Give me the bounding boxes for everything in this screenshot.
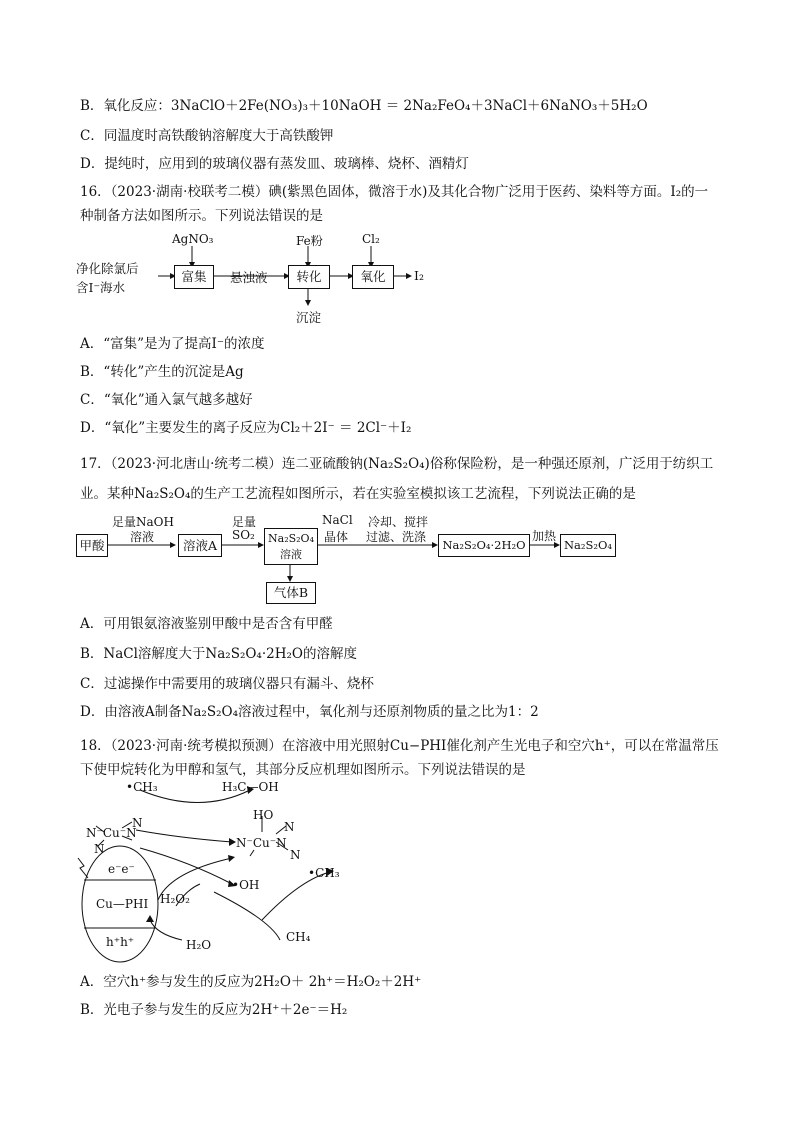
q17-step-filter: 过滤、洗涤 <box>366 530 427 544</box>
q16-precipitate-label: 沉淀 <box>296 310 322 325</box>
q18-option-a: A．空穴h⁺参与发生的反应为2H₂O＋ 2h⁺＝H₂O₂＋2H⁺ <box>80 974 422 990</box>
q18-n-right-top: N <box>284 820 295 834</box>
q16-reagent-agno3: AgNO₃ <box>172 232 214 246</box>
q16-reagent-fe: Fe粉 <box>296 234 323 248</box>
q16-reagent-cl2: Cl₂ <box>362 232 380 246</box>
q15-option-d: D．提纯时，应用到的玻璃仪器有蒸发皿、玻璃棒、烧杯、酒精灯 <box>80 156 469 172</box>
q16-suspension-label: 悬浊液 <box>230 270 268 285</box>
q18-stem-line1: 18．（2023·河南·统考模拟预测）在溶液中用光照射Cu−PHI催化剂产生光电子和空穴h⁺，可以在常温常压 <box>80 738 719 754</box>
q16-option-b: B．“转化”产生的沉淀是Ag <box>80 364 244 380</box>
q16-product-i2: I₂ <box>414 268 424 283</box>
q16-box-convert: 转化 <box>288 265 330 289</box>
q17-box-gas-b: 气体B <box>266 582 316 604</box>
q18-methanol: H₃C—OH <box>222 780 279 794</box>
q16-box-enrich: 富集 <box>174 265 214 289</box>
q15-option-c: C．同温度时高铁酸钠溶解度大于高铁酸钾 <box>80 128 334 144</box>
q16-stem-line2: 种制备方法如图所示。下列说法错误的是 <box>80 208 323 224</box>
q16-option-a: A．“富集”是为了提高I⁻的浓度 <box>80 336 265 352</box>
q18-catalyst-label: Cu—PHI <box>96 897 149 911</box>
q17-option-c: C．过滤操作中需要用的玻璃仪器只有漏斗、烧杯 <box>80 676 374 692</box>
q18-n-left-top: N <box>132 816 143 830</box>
q18-ch3-radical-top: •CH₃ <box>126 780 158 794</box>
q17-stem-line2: 业。某种Na₂S₂O₄的生产工艺流程如图所示，若在实验室模拟该工艺流程，下列说法正确的是 <box>80 486 636 502</box>
q17-reagent-so2: 足量 <box>232 515 257 529</box>
q17-box3-line1: Na₂S₂O₄ <box>268 532 314 545</box>
q16-input-label-2: 含I⁻海水 <box>76 280 126 295</box>
q17-box-hydrate: Na₂S₂O₄·2H₂O <box>438 534 530 557</box>
q16-option-d: D．“氧化”主要发生的离子反应为Cl₂＋2I⁻ ＝ 2Cl⁻＋I₂ <box>80 420 412 436</box>
q18-n-right-bottom: N <box>290 848 301 862</box>
q18-h2o2: H₂O₂ <box>160 892 190 906</box>
q17-reagent-naoh-2: 溶液 <box>130 530 155 544</box>
q17-reagent-so2-2: SO₂ <box>232 528 255 542</box>
q18-holes: h⁺h⁺ <box>106 935 135 949</box>
q16-box-oxidize: 氧化 <box>352 265 394 289</box>
q18-n-left-bottom: N <box>94 842 105 856</box>
q18-hydroxyl-ho: HO <box>253 808 274 822</box>
q17-box-solution-a: 溶液A <box>178 534 222 557</box>
q18-electrons: e⁻e⁻ <box>108 862 135 876</box>
q15-option-b: B．氧化反应：3NaClO＋2Fe(NO₃)₃＋10NaOH ＝ 2Na₂FeO₄＋3NaCl＋6NaNO₃＋5H₂O <box>80 98 648 114</box>
q18-option-b: B．光电子参与发生的反应为2H⁺＋2e⁻＝H₂ <box>80 1002 348 1018</box>
q18-oh-radical: •OH <box>232 878 260 892</box>
q16-option-c: C．“氧化”通入氯气越多越好 <box>80 392 253 408</box>
q17-option-b: B．NaCl溶解度大于Na₂S₂O₄·2H₂O的溶解度 <box>80 646 357 662</box>
q17-stem-line1: 17．（2023·河北唐山·统考二模）连二亚硫酸钠(Na₂S₂O₄)俗称保险粉，是一种强还原剂，广泛用于纺织工 <box>80 456 714 472</box>
q17-box-formic-acid: 甲酸 <box>76 534 108 557</box>
q17-option-d: D．由溶液A制备Na₂S₂O₄溶液过程中，氧化剂与还原剂物质的量之比为1：2 <box>80 704 539 720</box>
q18-methane: CH₄ <box>286 930 311 944</box>
q17-box-product: Na₂S₂O₄ <box>560 534 616 557</box>
q18-cu-complex-right: N⁻Cu⁻N <box>236 836 287 850</box>
q18-cu-complex-left: N⁻Cu⁻N <box>86 826 137 840</box>
q17-step-cool: 冷却、搅拌 <box>368 515 429 529</box>
q17-box3-line2: 溶液 <box>280 548 302 561</box>
q18-stem-line2: 下使甲烷转化为甲醇和氢气，其部分反应机理如图所示。下列说法错误的是 <box>80 762 526 778</box>
q17-reagent-naoh: 足量NaOH <box>112 515 174 529</box>
q17-option-a: A．可用银氨溶液鉴别甲酸中是否含有甲醛 <box>80 616 333 632</box>
q16-stem-line1: 16．（2023·湖南·校联考二模）碘(紫黑色固体，微溶于水)及其化合物广泛用于医药、染料等方面。I₂的一 <box>80 184 709 200</box>
q18-water: H₂O <box>186 938 212 952</box>
q16-input-label: 净化除氯后 <box>76 261 139 276</box>
q17-reagent-nacl: NaCl <box>322 513 353 527</box>
q17-step-heat: 加热 <box>532 529 557 543</box>
q17-reagent-nacl-2: 晶体 <box>324 530 349 544</box>
q18-ch3-radical-right: •CH₃ <box>308 866 340 880</box>
